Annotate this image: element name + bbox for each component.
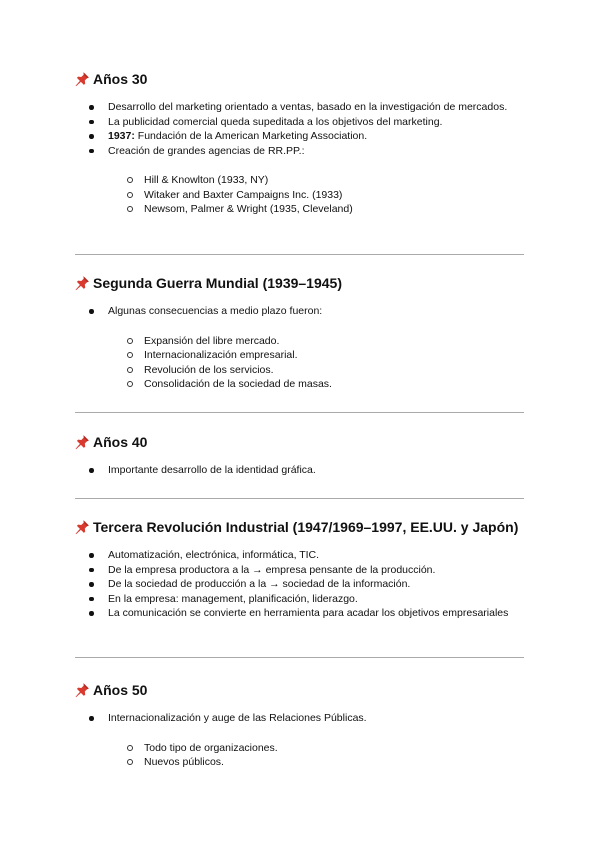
- sub-bullet-list: [74, 741, 526, 770]
- sub-list-item: Newsom, Palmer & Wright (1935, Cleveland): [74, 202, 526, 217]
- sub-list-item: Revolución de los servicios.: [74, 363, 526, 378]
- pushpin-icon: [74, 519, 90, 535]
- sub-list-item: Consolidación de la sociedad de masas.: [74, 377, 526, 392]
- sub-list-item: Todo tipo de organizaciones.: [74, 741, 526, 756]
- section-anos-40: [74, 433, 526, 478]
- section-title: Años 50: [93, 682, 148, 698]
- pushpin-icon: [74, 682, 90, 698]
- section-heading: [74, 70, 526, 88]
- section-divider: [75, 254, 524, 255]
- sub-list-item: Expansión del libre mercado.: [74, 334, 526, 349]
- list-item: De la sociedad de producción a la → sociedad de la información.: [74, 577, 526, 592]
- sub-list-item: Witaker and Baxter Campaigns Inc. (1933): [74, 188, 526, 203]
- section-anos-30: [74, 70, 526, 217]
- list-item: La comunicación se convierte en herramienta para acadar los objetivos empresariales: [74, 606, 526, 621]
- section-segunda-guerra: [74, 274, 526, 392]
- bullet-list: [74, 463, 526, 478]
- list-item: La publicidad comercial queda supeditada a los objetivos del marketing.: [74, 115, 526, 130]
- sub-bullet-list: [74, 334, 526, 392]
- sub-list-item: Hill & Knowlton (1933, NY): [74, 173, 526, 188]
- pushpin-icon: [74, 434, 90, 450]
- list-item: Creación de grandes agencias de RR.PP.:: [74, 144, 526, 159]
- sub-list-item: Internacionalización empresarial.: [74, 348, 526, 363]
- list-item: De la empresa productora a la → empresa pensante de la producción.: [74, 563, 526, 578]
- sub-bullet-list: [74, 173, 526, 217]
- bullet-list: [74, 100, 526, 158]
- list-item: 1937: Fundación de la American Marketing Association.: [74, 129, 526, 144]
- section-heading: [74, 518, 526, 536]
- section-anos-50: [74, 681, 526, 770]
- section-divider: [75, 498, 524, 499]
- bullet-list: [74, 304, 526, 319]
- section-heading: [74, 433, 526, 451]
- section-title: Segunda Guerra Mundial (1939–1945): [93, 275, 342, 291]
- sub-list-item: Nuevos públicos.: [74, 755, 526, 770]
- section-heading: [74, 681, 526, 699]
- list-item: Importante desarrollo de la identidad gráfica.: [74, 463, 526, 478]
- section-heading: [74, 274, 526, 292]
- bullet-list: [74, 548, 526, 621]
- section-tercera-revolucion: [74, 518, 526, 621]
- list-item: Internacionalización y auge de las Relaciones Públicas.: [74, 711, 526, 726]
- bullet-list: [74, 711, 526, 726]
- list-item: Desarrollo del marketing orientado a ventas, basado en la investigación de mercados.: [74, 100, 526, 115]
- section-title: Años 30: [93, 71, 148, 87]
- pushpin-icon: [74, 275, 90, 291]
- list-item: En la empresa: management, planificación, liderazgo.: [74, 592, 526, 607]
- pushpin-icon: [74, 71, 90, 87]
- section-divider: [75, 657, 524, 658]
- section-divider: [75, 412, 524, 413]
- list-item: Automatización, electrónica, informática, TIC.: [74, 548, 526, 563]
- section-title: Tercera Revolución Industrial (1947/1969–1997, EE.UU. y Japón): [93, 519, 519, 535]
- list-item: Algunas consecuencias a medio plazo fueron:: [74, 304, 526, 319]
- section-title: Años 40: [93, 434, 148, 450]
